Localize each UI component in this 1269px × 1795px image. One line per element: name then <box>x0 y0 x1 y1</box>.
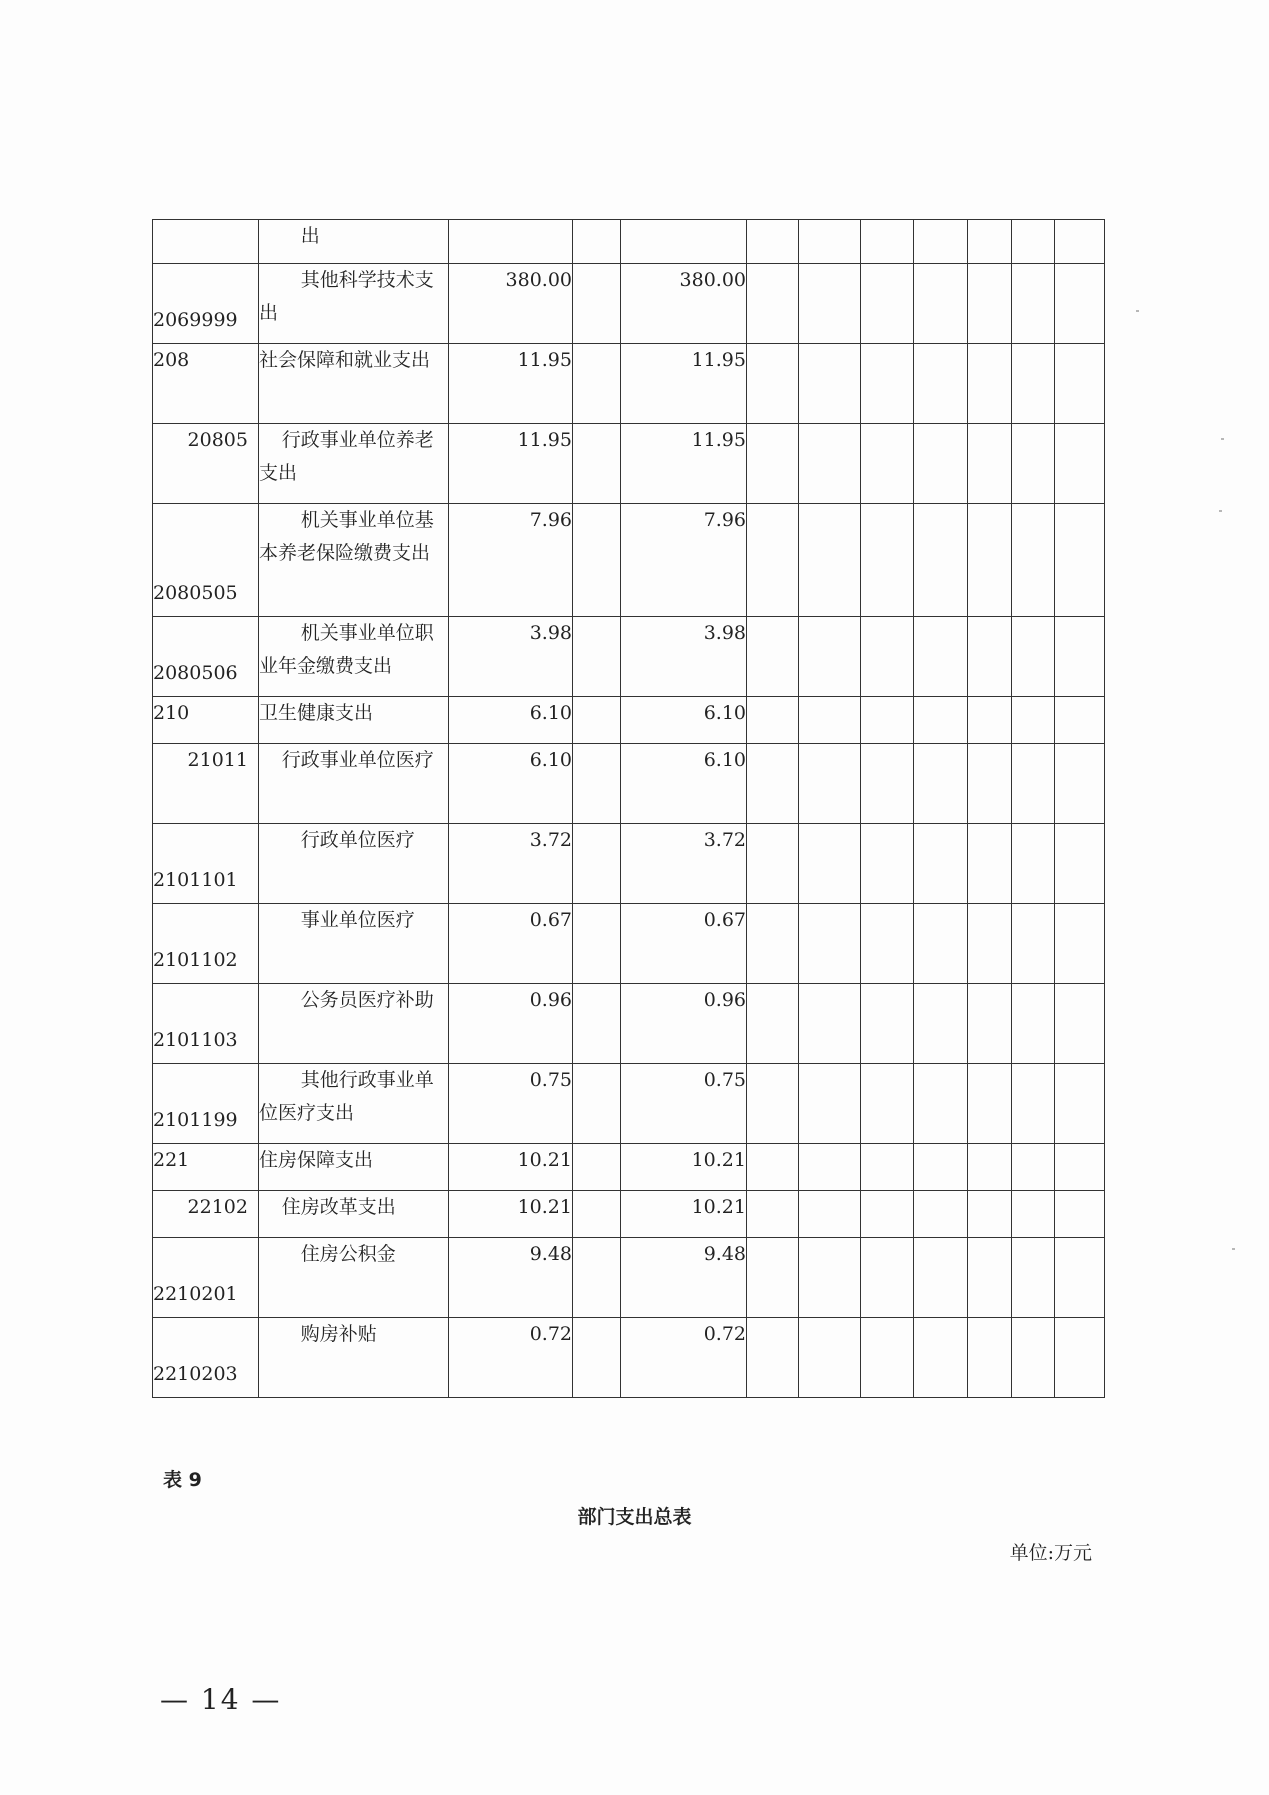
empty-cell <box>799 1144 861 1191</box>
empty-cell <box>573 1144 621 1191</box>
empty-cell <box>1055 1238 1105 1318</box>
empty-cell <box>1012 1238 1055 1318</box>
empty-cell <box>914 220 968 264</box>
empty-cell <box>799 984 861 1064</box>
table-row <box>153 1064 1105 1144</box>
row-name: 行政事业单位医疗 <box>281 749 434 771</box>
row-value-basic: 11.95 <box>621 344 747 424</box>
empty-cell <box>747 1191 799 1238</box>
empty-cell <box>914 504 968 617</box>
empty-cell <box>799 504 861 617</box>
row-value-total: 0.72 <box>449 1318 573 1398</box>
empty-cell <box>914 904 968 984</box>
row-name: 卫生健康支出 <box>259 702 374 724</box>
empty-cell <box>914 1191 968 1238</box>
empty-cell <box>968 1318 1012 1398</box>
row-name-cell <box>259 1064 449 1144</box>
row-code: 22102 <box>187 1196 248 1218</box>
empty-cell <box>1012 1144 1055 1191</box>
table-row <box>153 697 1105 744</box>
empty-cell <box>747 984 799 1064</box>
table-row <box>153 984 1105 1064</box>
row-value-basic: 10.21 <box>621 1191 747 1238</box>
empty-cell <box>861 264 914 344</box>
empty-cell <box>1055 504 1105 617</box>
empty-cell <box>968 344 1012 424</box>
empty-cell <box>914 424 968 504</box>
scan-speck <box>1232 1248 1235 1250</box>
row-code: 2101102 <box>153 949 238 971</box>
empty-cell <box>914 1144 968 1191</box>
row-value-basic: 7.96 <box>621 504 747 617</box>
empty-cell <box>914 744 968 824</box>
row-value-basic: 9.48 <box>621 1238 747 1318</box>
empty-cell <box>799 904 861 984</box>
row-code: 2210201 <box>153 1283 238 1305</box>
empty-cell <box>747 220 799 264</box>
empty-cell <box>747 1064 799 1144</box>
table-row <box>153 344 1105 424</box>
row-name-cell <box>259 824 449 904</box>
empty-cell <box>914 697 968 744</box>
empty-cell <box>1055 697 1105 744</box>
empty-cell <box>747 1238 799 1318</box>
row-value-basic: 6.10 <box>621 697 747 744</box>
row-name-cell <box>259 1144 449 1191</box>
row-code: 210 <box>153 702 190 724</box>
empty-cell <box>1012 504 1055 617</box>
row-value-total: 380.00 <box>449 264 573 344</box>
row-code: 2080505 <box>153 582 238 604</box>
empty-cell <box>968 617 1012 697</box>
empty-cell <box>1012 617 1055 697</box>
row-code-cell <box>153 504 259 617</box>
empty-cell <box>1055 1064 1105 1144</box>
table-number: 表 9 <box>163 1469 202 1491</box>
row-name: 住房公积金 <box>300 1243 396 1265</box>
empty-cell <box>747 617 799 697</box>
empty-cell <box>1012 1191 1055 1238</box>
row-name-cell <box>259 617 449 697</box>
row-code: 2210203 <box>153 1363 238 1385</box>
row-value-basic: 3.98 <box>621 617 747 697</box>
row-value-basic: 6.10 <box>621 744 747 824</box>
empty-cell <box>914 1238 968 1318</box>
row-name-cell <box>259 344 449 424</box>
empty-cell <box>799 1191 861 1238</box>
empty-cell <box>573 984 621 1064</box>
table-row <box>153 504 1105 617</box>
empty-cell <box>861 1144 914 1191</box>
empty-cell <box>573 904 621 984</box>
row-code-cell <box>153 904 259 984</box>
row-code-cell <box>153 344 259 424</box>
scan-speck <box>1136 310 1139 312</box>
row-name: 购房补贴 <box>300 1323 377 1345</box>
row-name: 事业单位医疗 <box>300 909 415 931</box>
row-name: 住房改革支出 <box>281 1196 396 1218</box>
empty-cell <box>747 824 799 904</box>
empty-cell <box>1055 744 1105 824</box>
table-row <box>153 904 1105 984</box>
empty-cell <box>1055 264 1105 344</box>
empty-cell <box>914 1318 968 1398</box>
row-code: 2101103 <box>153 1029 238 1051</box>
row-name: 其他科学技术支出 <box>259 269 434 324</box>
empty-cell <box>799 264 861 344</box>
empty-cell <box>968 1191 1012 1238</box>
row-value-total <box>449 220 573 264</box>
empty-cell <box>861 1238 914 1318</box>
row-name: 机关事业单位职业年金缴费支出 <box>259 622 434 677</box>
empty-cell <box>573 344 621 424</box>
row-value-total: 0.67 <box>449 904 573 984</box>
row-value-basic: 10.21 <box>621 1144 747 1191</box>
row-code-cell <box>153 617 259 697</box>
row-value-total: 11.95 <box>449 344 573 424</box>
row-name: 公务员医疗补助 <box>300 989 434 1011</box>
row-value-total: 0.75 <box>449 1064 573 1144</box>
row-value-total: 9.48 <box>449 1238 573 1318</box>
empty-cell <box>968 697 1012 744</box>
row-code-cell <box>153 424 259 504</box>
empty-cell <box>968 1064 1012 1144</box>
empty-cell <box>861 744 914 824</box>
empty-cell <box>747 904 799 984</box>
row-value-total: 7.96 <box>449 504 573 617</box>
empty-cell <box>861 697 914 744</box>
empty-cell <box>1055 824 1105 904</box>
row-value-total: 10.21 <box>449 1191 573 1238</box>
row-name-cell <box>259 1238 449 1318</box>
table-row <box>153 424 1105 504</box>
table-row <box>153 1238 1105 1318</box>
empty-cell <box>1012 424 1055 504</box>
row-name-cell <box>259 697 449 744</box>
empty-cell <box>573 824 621 904</box>
row-code: 2101199 <box>153 1109 238 1131</box>
scan-speck <box>1219 510 1222 512</box>
row-value-basic: 0.67 <box>621 904 747 984</box>
empty-cell <box>1012 744 1055 824</box>
row-code-cell <box>153 264 259 344</box>
empty-cell <box>1012 1318 1055 1398</box>
empty-cell <box>968 1238 1012 1318</box>
row-code: 221 <box>153 1149 190 1171</box>
row-code: 21011 <box>187 749 248 771</box>
empty-cell <box>747 504 799 617</box>
row-value-total: 11.95 <box>449 424 573 504</box>
row-value-total: 0.96 <box>449 984 573 1064</box>
empty-cell <box>1055 220 1105 264</box>
empty-cell <box>861 984 914 1064</box>
row-code-cell <box>153 220 259 264</box>
empty-cell <box>747 1318 799 1398</box>
empty-cell <box>799 617 861 697</box>
empty-cell <box>799 697 861 744</box>
empty-cell <box>1055 1318 1105 1398</box>
table-row <box>153 220 1105 264</box>
row-name-cell <box>259 1191 449 1238</box>
empty-cell <box>1055 1144 1105 1191</box>
row-name-cell <box>259 220 449 264</box>
table-row <box>153 1318 1105 1398</box>
empty-cell <box>914 824 968 904</box>
row-name-cell <box>259 264 449 344</box>
row-value-basic: 11.95 <box>621 424 747 504</box>
row-name-cell <box>259 744 449 824</box>
page-number: — 14 — <box>160 1683 282 1716</box>
row-name-cell <box>259 504 449 617</box>
empty-cell <box>914 617 968 697</box>
empty-cell <box>914 344 968 424</box>
empty-cell <box>861 424 914 504</box>
empty-cell <box>747 424 799 504</box>
table-row <box>153 617 1105 697</box>
row-code: 2069999 <box>153 309 238 331</box>
table-row <box>153 264 1105 344</box>
empty-cell <box>1055 344 1105 424</box>
table-row <box>153 1191 1105 1238</box>
row-name: 社会保障和就业支出 <box>259 349 431 371</box>
row-name: 行政事业单位养老支出 <box>259 429 434 484</box>
empty-cell <box>1055 904 1105 984</box>
expenditure-table <box>152 219 1105 1398</box>
empty-cell <box>861 504 914 617</box>
row-code-cell <box>153 1191 259 1238</box>
row-value-total: 6.10 <box>449 697 573 744</box>
empty-cell <box>1012 904 1055 984</box>
empty-cell <box>573 1238 621 1318</box>
empty-cell <box>861 1191 914 1238</box>
empty-cell <box>1012 264 1055 344</box>
empty-cell <box>573 424 621 504</box>
empty-cell <box>968 220 1012 264</box>
empty-cell <box>1055 424 1105 504</box>
empty-cell <box>968 1144 1012 1191</box>
empty-cell <box>968 984 1012 1064</box>
unit-label: 单位:万元 <box>1009 1542 1092 1564</box>
row-code: 208 <box>153 349 190 371</box>
empty-cell <box>747 697 799 744</box>
empty-cell <box>573 264 621 344</box>
row-code: 2080506 <box>153 662 238 684</box>
row-value-basic: 0.72 <box>621 1318 747 1398</box>
row-code-cell <box>153 744 259 824</box>
empty-cell <box>968 424 1012 504</box>
empty-cell <box>799 824 861 904</box>
empty-cell <box>968 824 1012 904</box>
row-code-cell <box>153 1064 259 1144</box>
empty-cell <box>914 264 968 344</box>
scan-speck <box>1221 438 1224 440</box>
row-value-basic <box>621 220 747 264</box>
empty-cell <box>861 1064 914 1144</box>
empty-cell <box>1055 1191 1105 1238</box>
row-value-total: 6.10 <box>449 744 573 824</box>
empty-cell <box>1012 984 1055 1064</box>
empty-cell <box>968 504 1012 617</box>
empty-cell <box>1012 697 1055 744</box>
empty-cell <box>914 1064 968 1144</box>
empty-cell <box>861 617 914 697</box>
empty-cell <box>799 744 861 824</box>
row-name: 其他行政事业单位医疗支出 <box>259 1069 434 1124</box>
row-name: 住房保障支出 <box>259 1149 374 1171</box>
row-value-basic: 0.75 <box>621 1064 747 1144</box>
empty-cell <box>799 1318 861 1398</box>
empty-cell <box>861 904 914 984</box>
empty-cell <box>1012 1064 1055 1144</box>
row-name-cell <box>259 1318 449 1398</box>
empty-cell <box>799 1064 861 1144</box>
row-code: 2101101 <box>153 869 238 891</box>
empty-cell <box>573 1064 621 1144</box>
empty-cell <box>1055 984 1105 1064</box>
row-name-cell <box>259 984 449 1064</box>
empty-cell <box>799 1238 861 1318</box>
empty-cell <box>861 344 914 424</box>
row-name: 行政单位医疗 <box>300 829 415 851</box>
empty-cell <box>861 220 914 264</box>
table-row <box>153 1144 1105 1191</box>
table-row <box>153 824 1105 904</box>
empty-cell <box>968 744 1012 824</box>
row-code-cell <box>153 1238 259 1318</box>
empty-cell <box>968 904 1012 984</box>
row-name-cell <box>259 424 449 504</box>
row-name: 机关事业单位基本养老保险缴费支出 <box>259 509 434 564</box>
empty-cell <box>573 504 621 617</box>
empty-cell <box>861 824 914 904</box>
empty-cell <box>861 1318 914 1398</box>
empty-cell <box>1012 220 1055 264</box>
empty-cell <box>799 220 861 264</box>
empty-cell <box>573 220 621 264</box>
row-value-basic: 3.72 <box>621 824 747 904</box>
empty-cell <box>573 697 621 744</box>
empty-cell <box>1012 344 1055 424</box>
row-name: 出 <box>300 225 320 247</box>
row-code-cell <box>153 1318 259 1398</box>
row-value-total: 3.72 <box>449 824 573 904</box>
row-code: 20805 <box>187 429 248 451</box>
row-code-cell <box>153 1144 259 1191</box>
empty-cell <box>1012 824 1055 904</box>
table-title: 部门支出总表 <box>577 1506 692 1528</box>
table-body <box>153 220 1105 1398</box>
row-value-basic: 380.00 <box>621 264 747 344</box>
table-row <box>153 744 1105 824</box>
row-value-basic: 0.96 <box>621 984 747 1064</box>
row-name-cell <box>259 904 449 984</box>
empty-cell <box>747 1144 799 1191</box>
empty-cell <box>914 984 968 1064</box>
empty-cell <box>799 344 861 424</box>
row-code-cell <box>153 697 259 744</box>
empty-cell <box>747 744 799 824</box>
empty-cell <box>747 264 799 344</box>
row-value-total: 10.21 <box>449 1144 573 1191</box>
empty-cell <box>573 744 621 824</box>
empty-cell <box>799 424 861 504</box>
empty-cell <box>573 1318 621 1398</box>
row-value-total: 3.98 <box>449 617 573 697</box>
row-code-cell <box>153 984 259 1064</box>
empty-cell <box>1055 617 1105 697</box>
row-code-cell <box>153 824 259 904</box>
empty-cell <box>573 617 621 697</box>
empty-cell <box>573 1191 621 1238</box>
empty-cell <box>747 344 799 424</box>
empty-cell <box>968 264 1012 344</box>
